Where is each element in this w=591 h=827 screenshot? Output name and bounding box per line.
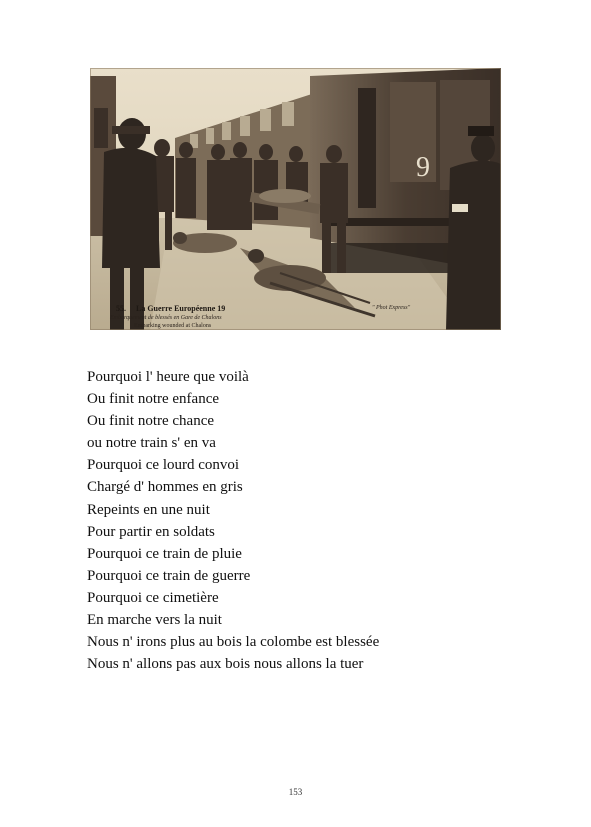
caption-title: La Guerre Européenne 19	[136, 304, 226, 313]
poem-line: En marche vers la nuit	[87, 612, 222, 629]
poem-line: Pourquoi l' heure que voilà	[87, 369, 249, 385]
train-window	[282, 102, 294, 126]
page-number: 153	[288, 787, 303, 797]
train-window	[206, 128, 214, 144]
poem-line: Pour partir en soldats	[87, 523, 215, 540]
poem-line: Ou finit notre enfance	[87, 391, 220, 408]
armband	[452, 204, 468, 212]
poem	[87, 366, 537, 675]
poem-line: Nous n' irons plus au bois la colombe est blessée	[87, 634, 380, 651]
train-window	[260, 109, 271, 131]
publisher-mark: " Phot Express"	[372, 305, 411, 311]
poem-line: ou notre train s' en va	[87, 435, 216, 452]
poem-line: Pourquoi ce lourd convoi	[87, 457, 240, 474]
caption-number: 55.	[116, 304, 126, 313]
poem-line: Pourquoi ce cimetière	[87, 589, 219, 606]
poem-line: Pourquoi ce train de pluie	[87, 545, 242, 562]
carriage-door	[358, 88, 376, 208]
poem-line: Repeints en une nuit	[87, 501, 210, 518]
poem-line: Pourquoi ce train de guerre	[87, 567, 251, 584]
caption-line-french: Embarquement de blessés en Gare de Chalons	[110, 315, 222, 321]
postcard-photo	[90, 68, 501, 330]
building-window	[94, 108, 108, 148]
train-window	[240, 116, 250, 136]
poem-line: Nous n' allons pas aux bois nous allons la tuer	[87, 656, 364, 673]
caption-line-english: Embarking wounded at Chalons	[134, 323, 212, 329]
train-window	[222, 122, 231, 140]
poem-line: Chargé d' hommes en gris	[87, 479, 243, 496]
poem-line: Ou finit notre chance	[87, 413, 215, 430]
car-number: 9	[416, 152, 430, 183]
photo-scene	[90, 68, 501, 330]
